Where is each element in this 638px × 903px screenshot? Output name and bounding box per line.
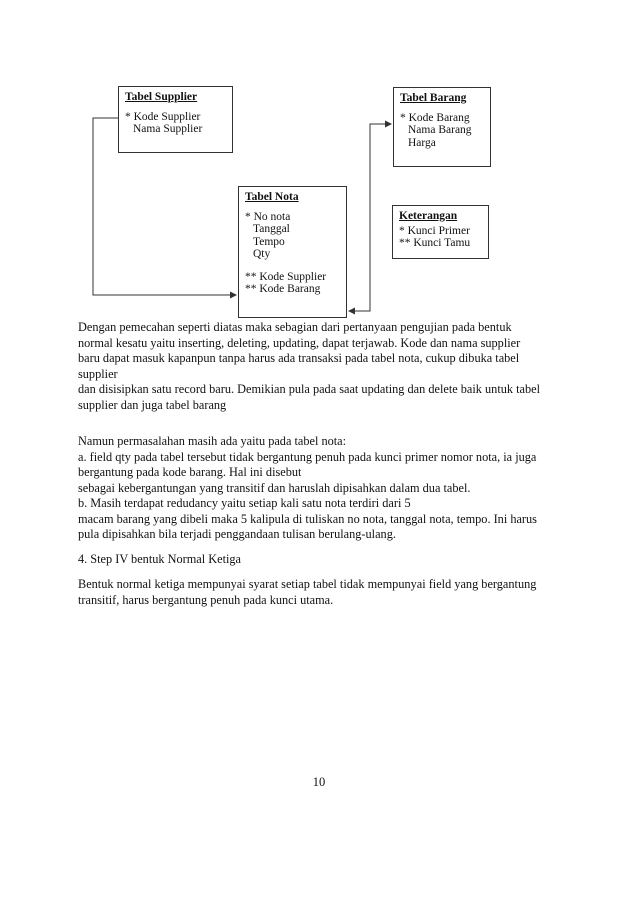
nota-foreign-key: ** Kode Barang (245, 283, 321, 295)
nota-field: Tanggal (253, 223, 290, 235)
nota-field: Tempo (253, 235, 285, 248)
table-barang-box (393, 87, 491, 167)
text-line: baru dapat masuk kapanpun tanpa harus ada transaksi pada tabel nota, cukup dibuka tabel (78, 351, 520, 365)
text-line: a. field qty pada tabel tersebut tidak bergantung penuh pada kunci primer nomor nota, ia juga (78, 449, 537, 464)
nota-field: Qty (253, 248, 271, 260)
arrow-barang-to-nota (362, 124, 391, 311)
paragraph-third-normal-form (78, 577, 568, 608)
section-heading (78, 552, 568, 568)
text-line: sebagai kebergantungan yang transitif dan haruslah dipisahkan dalam dua tabel. (78, 480, 471, 495)
text-line: Dengan pemecahan seperti diatas maka sebagian dari pertanyaan pengujian pada bentuk (78, 320, 512, 334)
supplier-field: Nama Supplier (133, 123, 203, 135)
text-line: bergantung pada kode barang. Hal ini disebut (78, 465, 302, 479)
barang-field: Nama Barang (408, 124, 472, 136)
text-line: macam barang yang dibeli maka 5 kalipula di tuliskan no nota, tanggal nota, tempo. Ini harus (78, 511, 537, 526)
table-nota-title: Tabel Nota (245, 191, 299, 203)
paragraph-explanation (78, 320, 568, 413)
text-line: normal kesatu yaitu inserting, deleting, updating, dapat terjawab. Kode dan nama supplier (78, 335, 521, 350)
supplier-field: * Kode Supplier (125, 110, 201, 123)
text-line: b. Masih terdapat redudancy yaitu setiap kali satu nota terdiri dari 5 (78, 496, 411, 510)
table-nota-box (238, 186, 347, 318)
table-supplier-title: Tabel Supplier (125, 91, 198, 103)
relation-diagram (0, 0, 638, 330)
nota-foreign-key: ** Kode Supplier (245, 270, 327, 283)
legend-keterangan-box (392, 205, 489, 259)
keterangan-item: ** Kunci Tamu (399, 237, 471, 249)
text-line: supplier dan juga tabel barang (78, 397, 227, 412)
barang-field: * Kode Barang (400, 111, 470, 124)
table-supplier-box (118, 86, 233, 153)
text-line: dan disisipkan satu record baru. Demikian pula pada saat updating dan delete baik untuk tabel (78, 382, 541, 396)
table-barang-title: Tabel Barang (400, 92, 467, 104)
text-line: supplier (78, 366, 118, 381)
heading-text: 4. Step IV bentuk Normal Ketiga (78, 552, 242, 566)
text-line: pula dipisahkan bila terjadi penggandaan tulisan berulang-ulang. (78, 527, 396, 541)
barang-field: Harga (408, 136, 436, 149)
paragraph-problems (78, 434, 568, 543)
page-number: 10 (312, 775, 326, 789)
text-line: Bentuk normal ketiga mempunyai syarat setiap tabel tidak mempunyai field yang bergantung (78, 577, 537, 591)
keterangan-title: Keterangan (399, 210, 458, 222)
nota-field: * No nota (245, 210, 291, 223)
text-line: Namun permasalahan masih ada yaitu pada tabel nota: (78, 434, 347, 448)
keterangan-item: * Kunci Primer (399, 224, 470, 237)
text-line: transitif, harus bergantung penuh pada kunci utama. (78, 592, 334, 607)
